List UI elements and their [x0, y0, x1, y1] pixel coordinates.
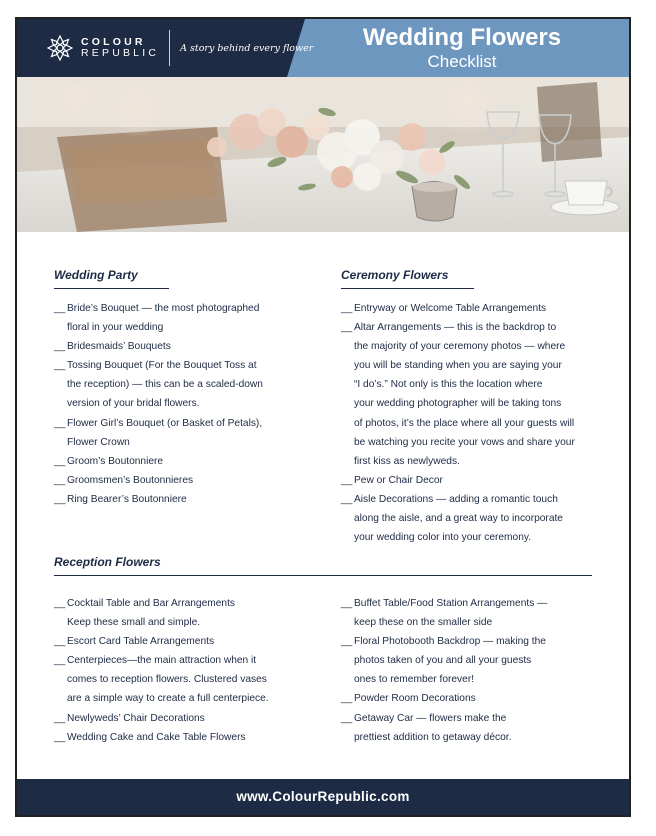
header-bar	[17, 19, 629, 77]
brand-line-1: COLOUR	[81, 36, 146, 48]
checkbox-blank: __	[341, 322, 353, 334]
checklist-item-text: Getaway Car — flowers make the prettiest addition to getaway décor.	[354, 712, 512, 743]
checklist-item	[54, 471, 304, 490]
checkbox-blank: __	[341, 636, 353, 648]
checkbox-blank: __	[54, 636, 66, 648]
checklist-item	[341, 709, 611, 747]
checkbox-blank: __	[341, 303, 353, 314]
checklist-item-text: Bride’s Bouquet — the most photographed floral in your wedding	[67, 303, 260, 334]
checklist-item-text: Tossing Bouquet (For the Bouquet Toss at the reception) — this can be a scaled-down version of your bridal flowers.	[67, 360, 263, 410]
footer-website: www.ColourRepublic.com	[17, 779, 629, 815]
checklist-item	[341, 689, 611, 708]
checkbox-blank: __	[54, 731, 66, 743]
checkbox-blank: __	[341, 693, 353, 705]
checklist-item-text: Ring Bearer’s Boutonniere	[67, 493, 187, 505]
brand-name	[81, 37, 159, 59]
checklist-item	[341, 471, 616, 490]
checkbox-blank: __	[54, 417, 66, 429]
checklist-item-text: Floral Photobooth Backdrop — making the photos taken of you and all your guests ones to remember forever!	[354, 636, 546, 686]
checklist-item-text: Newlyweds’ Chair Decorations	[67, 712, 205, 724]
checklist-item	[54, 299, 304, 337]
checklist-item	[54, 728, 324, 747]
reception-list-right	[341, 594, 611, 747]
checklist-page	[15, 17, 631, 817]
checklist-item	[54, 490, 304, 509]
checklist-item	[341, 490, 616, 547]
reception-list-left	[54, 594, 324, 747]
checklist-item	[341, 594, 611, 632]
checklist-item	[341, 318, 616, 471]
checklist-item	[54, 594, 324, 632]
checklist-item	[54, 632, 324, 651]
checklist-item	[54, 337, 304, 356]
checkbox-blank: __	[341, 493, 353, 505]
flower-logo-icon	[47, 35, 73, 61]
checklist-item-text: Wedding Cake and Cake Table Flowers	[67, 731, 246, 743]
wedding-party-rule	[54, 288, 169, 289]
checklist-item-text: Flower Girl’s Bouquet (or Basket of Petals), Flower Crown	[67, 417, 263, 448]
checkbox-blank: __	[54, 598, 66, 609]
checklist-item	[341, 299, 616, 318]
checklist-item-text: Pew or Chair Decor	[354, 474, 443, 486]
reception-rule	[54, 575, 592, 576]
checkbox-blank: __	[341, 474, 353, 486]
wedding-table-photo	[17, 77, 629, 232]
checklist-item-text: Powder Room Decorations	[354, 693, 476, 705]
checkbox-blank: __	[341, 598, 353, 609]
checklist-item	[341, 632, 611, 689]
checklist-item-text: Aisle Decorations — adding a romantic touch along the aisle, and a great way to incorporate your wedding color into your ceremony.	[354, 493, 563, 544]
checklist-item-text: Entryway or Welcome Table Arrangements	[354, 303, 547, 314]
checklist-item	[54, 356, 304, 413]
checklist-item-text: Escort Card Table Arrangements	[67, 636, 215, 648]
checkbox-blank: __	[54, 493, 66, 505]
checklist-item-text: Cocktail Table and Bar Arrangements Keep these small and simple.	[67, 598, 235, 629]
checklist-item-text: Buffet Table/Food Station Arrangements — keep these on the smaller side	[354, 598, 548, 629]
checkbox-blank: __	[54, 455, 66, 467]
checklist-item-text: Groomsmen’s Boutonnieres	[67, 474, 194, 486]
checkbox-blank: __	[341, 712, 353, 724]
brand-tagline: A story behind every flower	[180, 42, 314, 54]
checklist-item-text: Centerpieces—the main attraction when it comes to reception flowers. Clustered vases are a simple way to create a full centerpiece.	[67, 655, 269, 705]
checklist-item-text: Altar Arrangements — this is the backdrop to the majority of your ceremony photos — where you will be standing when you are saying your “I do’s.” Not only is this the location where your wedding photographer will be taking tons of photos, it’s the place where all your guests will be watching you recite your vows and share your first kiss as newlyweds.	[354, 322, 575, 467]
checkbox-blank: __	[54, 712, 66, 724]
reception-heading: Reception Flowers	[54, 555, 161, 569]
brand-logo	[47, 32, 313, 64]
checkbox-blank: __	[54, 655, 66, 667]
checkbox-blank: __	[54, 360, 66, 372]
wedding-party-list	[54, 299, 304, 509]
ceremony-list	[341, 299, 616, 547]
checklist-item-text: Bridesmaids’ Bouquets	[67, 341, 171, 353]
ceremony-heading: Ceremony Flowers	[341, 268, 449, 282]
page-title: Wedding Flowers	[362, 24, 562, 51]
wedding-party-heading: Wedding Party	[54, 268, 138, 282]
checkbox-blank: __	[54, 303, 66, 314]
brand-line-2: REPUBLIC	[81, 47, 160, 59]
checklist-item	[54, 651, 324, 708]
checklist-item	[54, 452, 304, 471]
checklist-item	[54, 414, 304, 452]
table-scene-illustration	[17, 77, 629, 232]
ceremony-rule	[341, 288, 474, 289]
checklist-item-text: Groom’s Boutonniere	[67, 455, 164, 467]
checklist-item	[54, 709, 324, 728]
logo-divider	[169, 30, 170, 66]
checkbox-blank: __	[54, 474, 66, 486]
page-subtitle: Checklist	[427, 52, 497, 71]
checkbox-blank: __	[54, 341, 66, 353]
